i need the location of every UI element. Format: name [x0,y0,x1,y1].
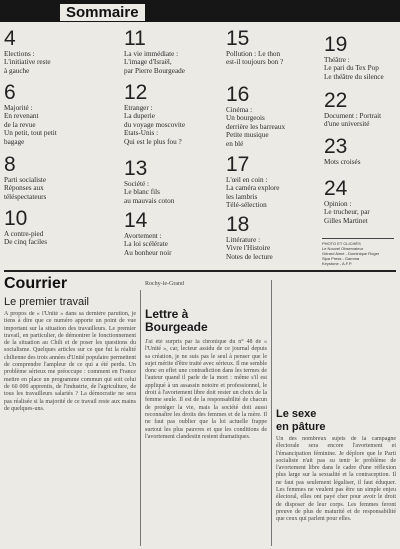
sommaire-entry[interactable]: 10 A contre-pied De cinq faciles [4,207,48,247]
letter-body: A propos de « l'Unité » dans sa dernière parution, je tiens à dire que ce numéro apporte un point de vue important sur la situation des travailleurs. Le premier travail, en particulier, de démontrer le fonctionnement de la situation au Chili et de poser les questions du socialisme. Quelques articles sur ce que fut la réalité chilienne des trois années d'Unité populaire permettent de comprendre l'ampleur de ce qui a été perdu. Un problème sérieux me préoccupe : comment en France mettre en place un programme commun qui soit celui de 60 000 apprentis, de l'industrie, de l'agriculture, de tous les travailleurs salariés ? La démocratie ne sera pas réalisée si la majorité de ce travail reste aux mains de quelques-uns. [4,311,136,412]
letter-heading: Le sexe en pâture [276,408,326,433]
sommaire-entry[interactable]: 6 Majorité : En revenant de la revue Un petit, tout petit bagage [4,81,57,146]
sommaire-entry[interactable]: 19 Théâtre : Le pari du Tex Pop Le théâtre du silence [324,33,384,81]
sommaire-entry[interactable]: 8 Parti socialiste Réponses aux téléspectateurs [4,153,47,201]
letter-body: Un des nombreux sujets de la campagne électorale sera encore l'avortement et l'émancipation féminine. Je déplore que le Parti socialiste n'ait pas su tenir le problème de l'avortement libre dans le cadre d'une réflexion plus large sur la sexualité et la contraception. Il ne faut pas seulement légaliser, il faut éduquer. Les femmes ne veulent pas être un simple enjeu électoral, elles ont payé cher pour avoir le droit de disposer de leur corps. Les femmes feront preuve de plus de maturité et de responsabilité que ceux qui parlent pour elles. [276,436,396,523]
letter-heading: Lettre à Bourgeade [145,307,208,334]
photo-credits: PHOTO ET CLICHÉS Le Nouvel Observateur Gérard Aimé - Dominique Roger Sipa Press - Gamma Keystone - A.F.P. [322,238,394,271]
column-rule [271,280,272,546]
section-divider [4,270,396,272]
courrier-title: Courrier [4,275,68,292]
sommaire-entry[interactable]: 16 Cinéma : Un bourgeois derrière les barreaux Petite musique en blé [226,83,286,148]
column-rule [140,290,141,546]
sommaire-entry[interactable]: 4 Elections : L'initiative reste à gauche [4,27,51,75]
sommaire-entry[interactable]: 18 Littérature : Vivre l'Histoire Notes de lecture [226,213,273,261]
letter-byline: Rochy-le-Grand [145,281,184,287]
sommaire-entry[interactable]: 12 Etranger : La duperie du voyage moscovite Etats-Unis : Qui est le plus fou ? [124,81,186,146]
sommaire-title: Sommaire [60,4,145,21]
sommaire-entry[interactable]: 22 Document : Portrait d'une université [324,89,382,129]
sommaire-entry[interactable]: 11 La vie immédiate : L'image d'Israël, par Pierre Bourgeade [124,27,185,75]
sommaire-entry[interactable]: 14 Avortement : La loi scélérate Au bonheur noir [124,209,172,257]
letter-body: J'ai été surpris par la chronique du n° 48 de « l'Unité », car, lecteur assidu de ce journal depuis sa création, je ne suis pas le seul à penser que le sujet mérite d'être traité avec sérieux. Il me semble donc en effet une contradiction dans les termes de l'auteur quand il parle de la mort : même s'il est appliqué à un assassin notoire et professionnel, le droit à l'avortement libre doit rester un choix de la femme seule. Il est de la responsabilité de chacun de protéger la vie, mais la société doit aussi reconnaître les droits des femmes et de la mère. Il ne faut pas oublier que la loi actuelle frappe surtout les plus pauvres et que les conditions de l'avortement clandestin restent dramatiques. [145,339,267,440]
letter-heading: Le premier travail [4,296,89,308]
sommaire-entry[interactable]: 24 Opinion : Le trucheur, par Gilles Martinet [324,177,370,225]
sommaire-entry[interactable]: 15 Pollution : Le thon est-il toujours bon ? [226,27,284,67]
sommaire-entry[interactable]: 13 Société : Le blanc fils au mauvais coton [124,157,175,205]
sommaire-entry[interactable]: 17 L'œil en coin : La caméra explore les lambris Télé-sélection [226,153,280,210]
sommaire-entry[interactable]: 23 Mots croisés [324,135,361,166]
